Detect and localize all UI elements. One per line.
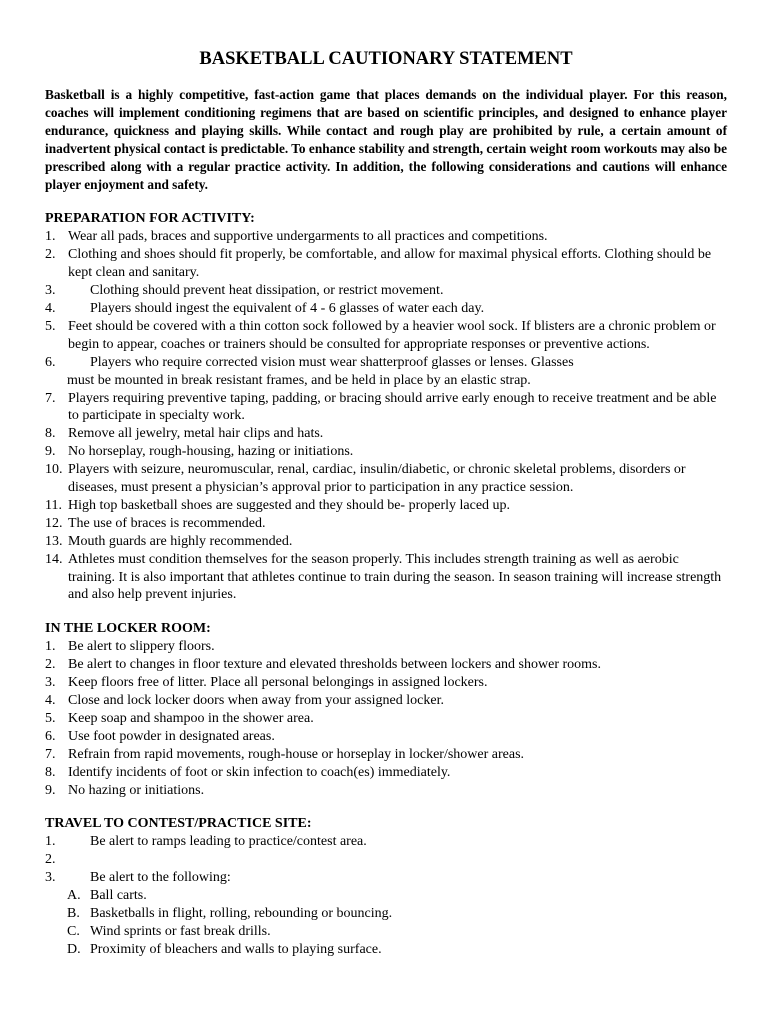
list-item-number: 14. [45, 551, 63, 567]
list-item-continuation: must be mounted in break resistant frames, and be held in place by an elastic strap. [67, 372, 531, 388]
intro-paragraph: Basketball is a highly competitive, fast-action game that places demands on the individual player. For this reason, coaches will implement conditioning regimens that are based on scientific principles, and designed to enhance player endurance, quickness and playing skills. While contact and rough play are prohibited by rule, a certain amount of inadvertent physical contact is predictable. To enhance stability and strength, certain weight room workouts may also be prescribed along with a regular practice activity. In addition, the following considerations and cautions will enhance player enjoyment and safety. [45, 87, 727, 192]
list-item-number: 6. [45, 354, 56, 370]
list-item [45, 746, 727, 764]
list-item [45, 638, 727, 656]
list-item-text: Proximity of bleachers and walls to playing surface. [90, 941, 382, 957]
list-item [45, 228, 727, 246]
list-item-text: Ball carts. [90, 888, 147, 904]
list-item-number: 10. [45, 462, 63, 478]
list-item-text: Keep floors free of litter. Place all personal belongings in assigned lockers. [68, 675, 488, 691]
list-item [45, 941, 727, 959]
list-item [45, 923, 727, 941]
list-item-text: Remove all jewelry, metal hair clips and hats. [68, 426, 324, 442]
list-item-text: Clothing should prevent heat dissipation, or restrict movement. [90, 283, 444, 299]
list-item-text: Basketballs in flight, rolling, rebounding or bouncing. [90, 905, 393, 921]
list-item-letter: C. [67, 923, 80, 939]
list-item [45, 443, 727, 461]
list-item-text: Players requiring preventive taping, padding, or bracing should arrive early enough to receive treatment and be able to participate in specialty work. [68, 390, 717, 424]
list-item-text: No hazing or initiations. [68, 782, 205, 798]
list-item [45, 354, 727, 390]
list-item-number: 8. [45, 764, 56, 780]
list-item-number: 6. [45, 728, 56, 744]
list-item [45, 869, 727, 887]
list-item [45, 318, 727, 354]
list-item-text: Identify incidents of foot or skin infection to coach(es) immediately. [68, 764, 451, 780]
list-item-text: Be alert to the following: [90, 870, 231, 886]
list-item [45, 390, 727, 426]
list-item-text: High top basketball shoes are suggested and they should be- properly laced up. [68, 497, 511, 513]
list-item-number: 7. [45, 390, 56, 406]
list-item-text: Feet should be covered with a thin cotton sock followed by a heavier wool sock. If blisters are a chronic problem or begin to appear, coaches or trainers should be consulted for appropriate responses or preventive actions. [68, 318, 716, 352]
list-item-text: Athletes must condition themselves for the season properly. This includes strength training as well as aerobic training. It is also important that athletes continue to train during the season. In season training will increase strength and also help prevent injuries. [68, 551, 722, 603]
list-item [45, 246, 727, 282]
travel-list [45, 833, 727, 887]
list-item-text: Use foot powder in designated areas. [68, 728, 275, 744]
list-item-number: 4. [45, 300, 56, 316]
list-item-number: 3. [45, 870, 56, 886]
list-item [45, 833, 727, 851]
locker-room-list [45, 638, 727, 799]
list-item [45, 461, 727, 497]
list-item-number: 2. [45, 852, 56, 868]
list-item-text: Players who require corrected vision must wear shatterproof glasses or lenses. Glasses [90, 354, 574, 370]
list-item-text: Be alert to changes in floor texture and elevated thresholds between lockers and shower rooms. [68, 657, 601, 673]
list-item-number: 3. [45, 283, 56, 299]
list-item-text: The use of braces is recommended. [68, 515, 266, 531]
preparation-list [45, 228, 727, 604]
list-item-text: Be alert to ramps leading to practice/contest area. [90, 834, 367, 850]
list-item-number: 5. [45, 710, 56, 726]
list-item-number: 9. [45, 782, 56, 798]
list-item [45, 728, 727, 746]
list-item [45, 692, 727, 710]
list-item-number: 2. [45, 657, 56, 673]
document-title: BASKETBALL CAUTIONARY STATEMENT [199, 49, 573, 69]
list-item-letter: A. [67, 888, 81, 904]
list-item [45, 887, 727, 905]
list-item-number: 3. [45, 675, 56, 691]
list-item-text: Keep soap and shampoo in the shower area. [68, 710, 314, 726]
list-item [45, 674, 727, 692]
list-item-text: No horseplay, rough-housing, hazing or initiations. [68, 444, 354, 460]
list-item [45, 533, 727, 551]
list-item [45, 782, 727, 800]
section-locker-room [45, 620, 727, 799]
list-item-text: Wear all pads, braces and supportive undergarments to all practices and competitions. [68, 229, 548, 245]
list-item [45, 551, 727, 605]
list-item-letter: D. [67, 941, 81, 957]
section-travel [45, 815, 727, 958]
section-heading-locker-room: IN THE LOCKER ROOM: [45, 621, 211, 637]
list-item-number: 7. [45, 746, 56, 762]
list-item [45, 515, 727, 533]
list-item-number: 2. [45, 247, 56, 263]
list-item [45, 764, 727, 782]
list-item-number: 1. [45, 229, 56, 245]
document-page [45, 48, 727, 975]
list-item [45, 282, 727, 300]
list-item [45, 710, 727, 728]
list-item-number: 12. [45, 515, 63, 531]
list-item-number: 9. [45, 444, 56, 460]
section-preparation [45, 210, 727, 604]
list-item [45, 905, 727, 923]
section-heading-preparation: PREPARATION FOR ACTIVITY: [45, 211, 255, 227]
section-heading-travel: TRAVEL TO CONTEST/PRACTICE SITE: [45, 816, 312, 832]
list-item [45, 497, 727, 515]
list-item-text: Close and lock locker doors when away from your assigned locker. [68, 693, 444, 708]
list-item-number: 1. [45, 834, 56, 850]
list-item-number: 8. [45, 426, 56, 442]
list-item [45, 425, 727, 443]
list-item-number: 4. [45, 693, 56, 708]
list-item-text: Players with seizure, neuromuscular, renal, cardiac, insulin/diabetic, or chronic skeletal problems, disorders or diseases, must present a physician’s approval prior to participation in any practice session. [68, 462, 686, 496]
list-item-letter: B. [67, 905, 80, 921]
list-item-text: Wind sprints or fast break drills. [90, 923, 271, 939]
list-item-number: 11. [45, 497, 62, 513]
list-item-number: 1. [45, 639, 56, 655]
list-item-text: Be alert to slippery floors. [68, 639, 215, 655]
travel-sublist [45, 887, 727, 959]
list-item-text: Clothing and shoes should fit properly, be comfortable, and allow for maximal physical efforts. Clothing should be kept clean and sanitary. [68, 247, 712, 281]
list-item-number: 13. [45, 533, 63, 549]
list-item-number: 5. [45, 318, 56, 334]
list-item-text: Mouth guards are highly recommended. [68, 533, 293, 549]
list-item-text: Players should ingest the equivalent of 4 - 6 glasses of water each day. [90, 300, 485, 316]
list-item [45, 656, 727, 674]
list-item [45, 300, 727, 318]
list-item [45, 851, 727, 869]
list-item-text: Refrain from rapid movements, rough-house or horseplay in locker/shower areas. [68, 746, 525, 762]
